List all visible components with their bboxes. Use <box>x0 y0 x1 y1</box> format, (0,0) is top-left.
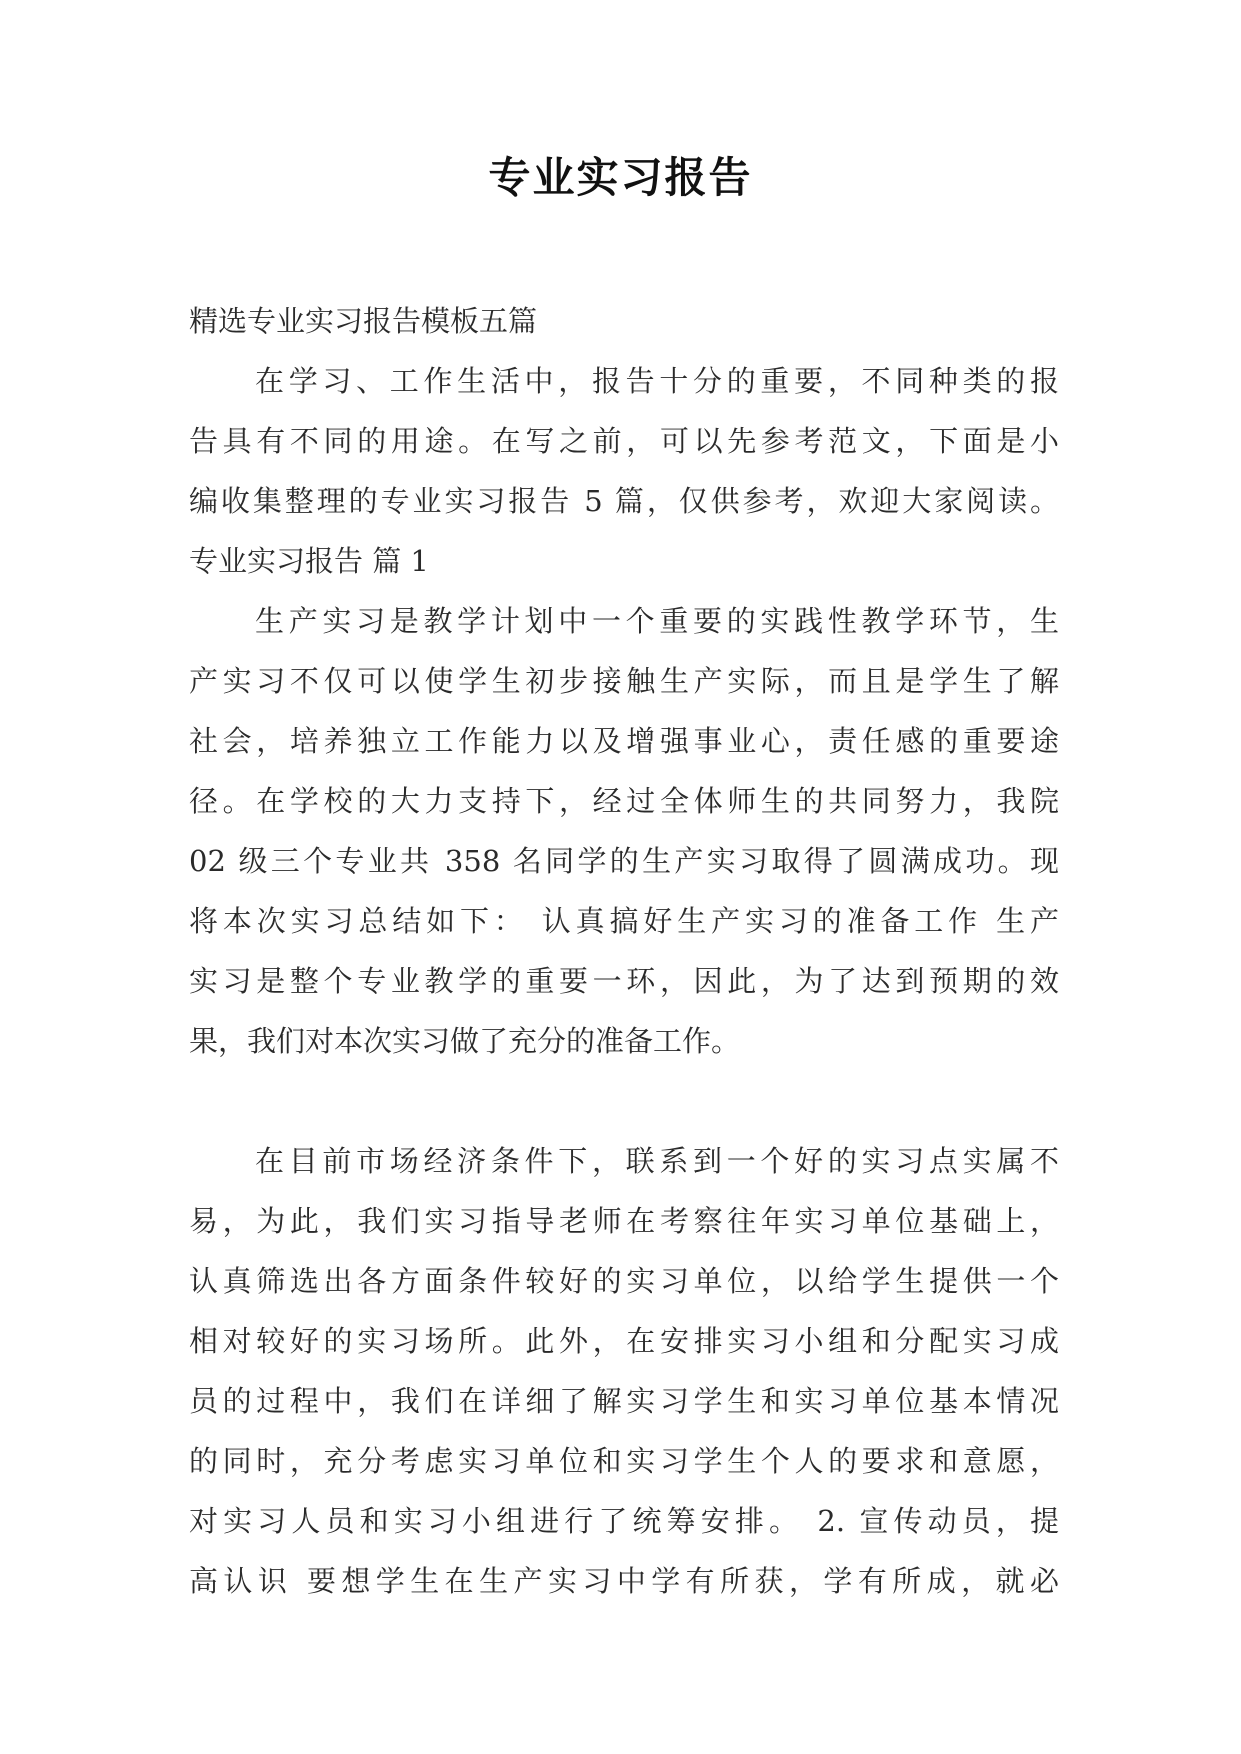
paragraph-line: 02 级三个专业共 358 名同学的生产实习取得了圆满成功。现 <box>189 844 1059 878</box>
paragraph-line: 高认识 要想学生在生产实习中学有所获，学有所成，就必 <box>189 1564 1059 1598</box>
paragraph-line: 编收集整理的专业实习报告 5 篇，仅供参考，欢迎大家阅读。 <box>189 484 1059 518</box>
paragraph-line: 社会，培养独立工作能力以及增强事业心，责任感的重要途 <box>189 724 1059 758</box>
subtitle-line: 精选专业实习报告模板五篇 <box>189 304 538 338</box>
paragraph-line: 在学习、工作生活中，报告十分的重要，不同种类的报 <box>255 364 1059 398</box>
paragraph-gap <box>189 1071 1059 1131</box>
document-body <box>189 291 1059 1611</box>
paragraph-line: 产实习不仅可以使学生初步接触生产实际，而且是学生了解 <box>189 664 1059 698</box>
paragraph-line: 径。在学校的大力支持下，经过全体师生的共同努力，我院 <box>189 784 1059 818</box>
paragraph-line: 员的过程中，我们在详细了解实习学生和实习单位基本情况 <box>189 1384 1059 1418</box>
paragraph-line: 将本次实习总结如下： 认真搞好生产实习的准备工作 生产 <box>189 904 1059 938</box>
paragraph-line: 果，我们对本次实习做了充分的准备工作。 <box>189 1024 741 1058</box>
paragraph-line: 相对较好的实习场所。此外，在安排实习小组和分配实习成 <box>189 1324 1059 1358</box>
section-heading: 专业实习报告 篇 1 <box>189 544 429 578</box>
paragraph-line: 认真筛选出各方面条件较好的实习单位，以给学生提供一个 <box>189 1264 1059 1298</box>
paragraph-line: 易，为此，我们实习指导老师在考察往年实习单位基础上， <box>189 1204 1059 1238</box>
paragraph-line: 在目前市场经济条件下，联系到一个好的实习点实属不 <box>255 1144 1059 1178</box>
paragraph-line: 对实习人员和实习小组进行了统筹安排。 2. 宣传动员，提 <box>189 1504 1059 1538</box>
paragraph-line: 告具有不同的用途。在写之前，可以先参考范文，下面是小 <box>189 424 1059 458</box>
page-title: 专业实习报告 <box>488 153 753 202</box>
paragraph-line: 的同时，充分考虑实习单位和实习学生个人的要求和意愿， <box>189 1444 1059 1478</box>
paragraph-line: 实习是整个专业教学的重要一环，因此，为了达到预期的效 <box>189 964 1059 998</box>
paragraph-line: 生产实习是教学计划中一个重要的实践性教学环节，生 <box>255 604 1059 638</box>
